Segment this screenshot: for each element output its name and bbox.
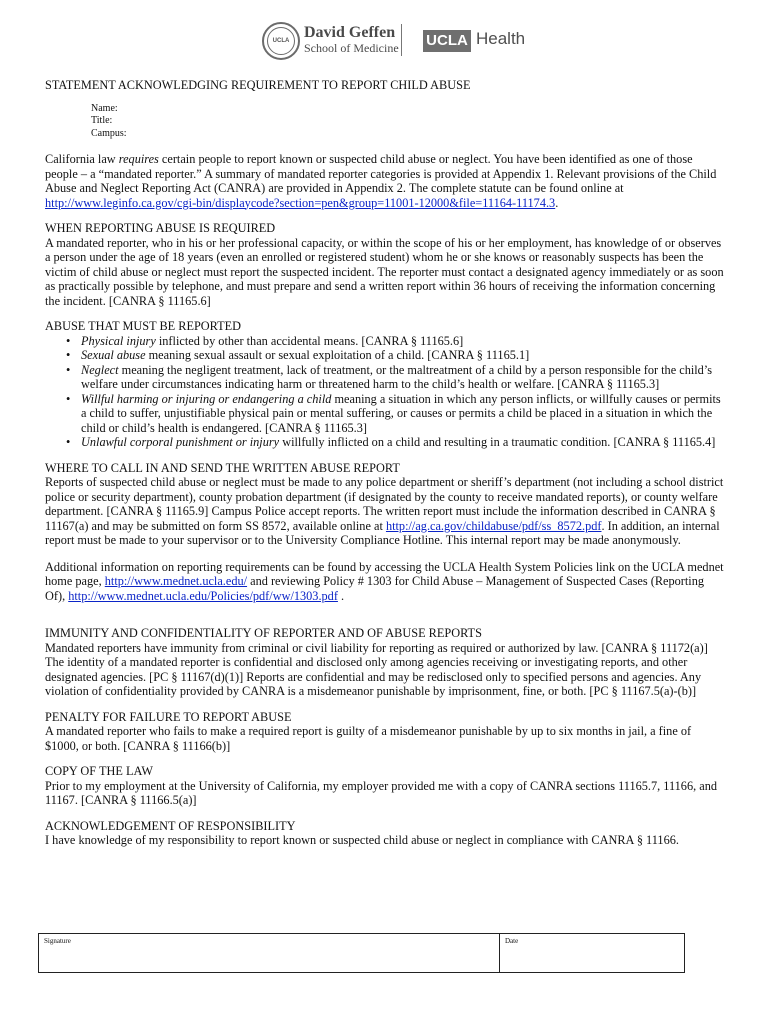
date-field[interactable]	[500, 934, 684, 972]
copy-paragraph: Prior to my employment at the University of California, my employer provided me with a copy of CANRA sections 11165.7, 11166, and 11167. [CANRA § 11166.5(a)]	[45, 778, 718, 807]
school-name-line1: David Geffen	[304, 24, 396, 41]
abuse-term: Unlawful corporal punishment or injury	[81, 435, 280, 449]
intro-text-3: .	[555, 195, 559, 210]
acknowledgement-paragraph: I have knowledge of my responsibility to report known or suspected child abuse or neglect in compliance with CANRA § 11166.	[45, 833, 679, 847]
immunity-paragraph: Mandated reporters have immunity from criminal or civil liability for reporting as required or authorized by law. [CANRA § 11172(a)] The identity of a mandated reporter is confidential and disclosed only among agencies receiving or investigating reports, and other designated agencies. [PC § 11167(d)(1)] Reports are confidential and may be redisclosed only to specified persons and agencies. Any violation of confidentiality provided by CANRA is a misdemeanor punishable by imprisonment, fine, or both. [PC § 11167.5(a)-(b)]	[45, 640, 708, 698]
where-paragraph	[45, 475, 725, 548]
school-name-line2: School of Medicine	[304, 41, 399, 55]
intro-paragraph	[45, 152, 725, 210]
form-ss8572-link[interactable]: http://ag.ca.gov/childabuse/pdf/ss_8572.pdf	[385, 518, 602, 533]
list-item	[81, 435, 725, 450]
abuse-description: inflicted by other than accidental means. [CANRA § 11165.6]	[155, 333, 464, 348]
abuse-term: Sexual abuse	[81, 348, 146, 362]
additional-text-3: .	[337, 588, 345, 603]
campus-field-label: Campus:	[91, 127, 127, 139]
list-item	[81, 348, 725, 363]
abuse-description: meaning a situation in which any person inflicts, or willfully causes or permits a child to suffer, unjustifiable physical pain or mental suffering, or causes or permits a child be placed in a situation in which the child or child’s health is endangered. [CANRA § 11165.3]	[81, 391, 721, 435]
abuse-description: meaning the negligent treatment, lack of treatment, or the maltreatment of a child by a person responsible for the child’s welfare under circumstances indicating harm or threatened harm to the child’s health or welfare. [CANRA § 11165.3]	[81, 362, 713, 391]
list-item	[81, 392, 725, 436]
abuse-list	[45, 334, 725, 450]
signature-block	[38, 933, 685, 973]
additional-info-paragraph	[45, 560, 725, 604]
seal-text: UCLA	[267, 27, 295, 55]
ucla-brand-box: UCLA	[423, 30, 471, 52]
additional-text-1: Additional information on reporting requirements can be found by accessing the UCLA Health System Policies link on the UCLA mednet home page,	[45, 559, 724, 588]
section-heading-when: WHEN REPORTING ABUSE IS REQUIRED	[45, 221, 276, 235]
policy-1303-link[interactable]: http://www.mednet.ucla.edu/Policies/pdf/ww/1303.pdf	[68, 588, 338, 603]
where-text-2: . In addition, an internal report must be made to your supervisor or to the University Compliance Hotline. This internal report may be made anonymously.	[45, 518, 720, 547]
where-text-1: Reports of suspected child abuse or neglect must be made to any police department or sheriff’s department (not including a school district police or security department), county probation department (if designated by the county to receive mandated reports), or county welfare department. [CANRA § 11165.9] Campus Police accept reports. The written report must include the information described in CANRA § 11167(a) and may be submitted on form SS 8572, available online at	[45, 475, 724, 533]
ucla-seal-icon	[262, 22, 300, 60]
spacer	[45, 603, 725, 615]
when-paragraph: A mandated reporter, who in his or her professional capacity, or within the scope of his or her employment, has knowledge of or observes a person under the age of 18 years (even an enrolled or registered student) whom he or she knows or reasonably suspects has been the victim of child abuse or neglect must report the suspected incident. The reporter must contact a designated agency immediately or as soon as practically possible by telephone, and must prepare and send a written report within 36 hours of receiving the information concerning the incident. [CANRA § 11165.6]	[45, 235, 724, 308]
intro-emphasis: requires	[118, 152, 159, 166]
signature-label: Signature	[44, 937, 71, 945]
document-body	[45, 78, 725, 848]
statute-link[interactable]: http://www.leginfo.ca.gov/cgi-bin/displaycode?section=pen&group=11001-12000&file=11164-11174.3	[45, 195, 556, 210]
section-heading-where: WHERE TO CALL IN AND SEND THE WRITTEN ABUSE REPORT	[45, 460, 400, 475]
section-heading-acknowledgement: ACKNOWLEDGEMENT OF RESPONSIBILITY	[45, 818, 296, 833]
additional-text-2: and reviewing Policy # 1303 for Child Abuse – Management of Suspected Cases (Reporting Of),	[45, 574, 705, 603]
page-title: STATEMENT ACKNOWLEDGING REQUIREMENT TO REPORT CHILD ABUSE	[45, 78, 471, 92]
header-logos	[0, 20, 770, 66]
spacer	[45, 548, 725, 560]
health-brand-word: Health	[476, 29, 526, 48]
abuse-term: Willful harming or injuring or endangering a child	[81, 391, 332, 406]
list-item	[81, 363, 725, 392]
mednet-link[interactable]: http://www.mednet.ucla.edu/	[104, 574, 248, 588]
abuse-term: Neglect	[81, 362, 119, 377]
title-field-label: Title:	[91, 115, 113, 126]
section-heading-copy: COPY OF THE LAW	[45, 764, 153, 778]
abuse-description: willfully inflicted on a child and resulting in a traumatic condition. [CANRA § 11165.4]	[279, 435, 716, 449]
date-label: Date	[505, 937, 519, 945]
penalty-paragraph: A mandated reporter who fails to make a required report is guilty of a misdemeanor punishable by up to six months in jail, a fine of $1000, or both. [CANRA § 11166(b)]	[45, 724, 692, 753]
logo-divider	[401, 24, 402, 56]
abuse-term: Physical injury	[81, 333, 156, 348]
intro-text-1: California law	[45, 152, 119, 166]
school-logo	[304, 24, 399, 55]
list-item	[81, 334, 725, 349]
signature-field[interactable]	[39, 934, 500, 972]
section-heading-penalty: PENALTY FOR FAILURE TO REPORT ABUSE	[45, 709, 292, 724]
name-field-label: Name:	[91, 102, 118, 114]
abuse-description: meaning sexual assault or sexual exploitation of a child. [CANRA § 11165.1]	[145, 348, 530, 362]
section-heading-abuse: ABUSE THAT MUST BE REPORTED	[45, 319, 242, 333]
intro-text-2: certain people to report known or suspected child abuse or neglect. You have been identified as one of those people – a “mandated reporter.” A summary of mandated reporter categories is provided at Appendix 1. Relevant provisions of the Child Abuse and Neglect Reporting Act (CANRA) are provided in Appendix 2. The complete statute can be found online at	[45, 152, 717, 195]
section-heading-immunity: IMMUNITY AND CONFIDENTIALITY OF REPORTER AND OF ABUSE REPORTS	[45, 626, 482, 640]
identity-fields	[91, 103, 725, 141]
